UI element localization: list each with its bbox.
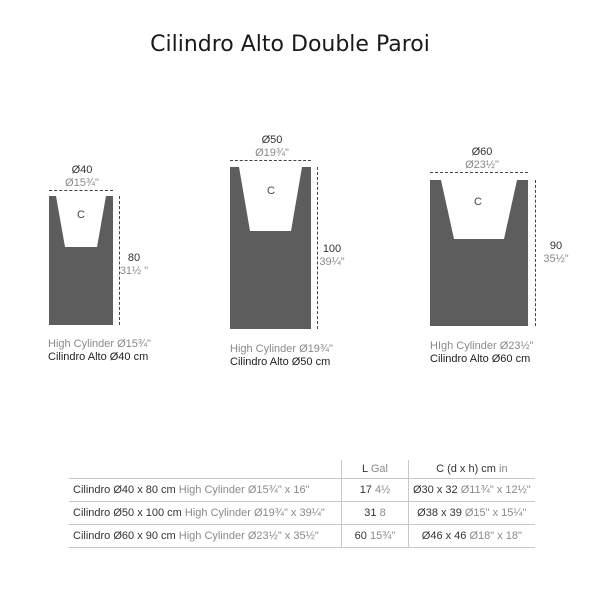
cavity-shape <box>239 167 302 231</box>
height-label: 90 35½" <box>543 240 569 265</box>
capacity-header: L Gal <box>342 460 409 479</box>
diameter-label: Ø50 Ø19¾" <box>255 134 289 159</box>
capacity-cell: 31 8 <box>342 502 409 525</box>
height-label: 80 31½ " <box>119 252 149 277</box>
diameter-dimension-line <box>230 160 311 161</box>
cavity-label: C <box>474 196 482 208</box>
page-title: Cilindro Alto Double Paroi <box>150 32 430 57</box>
cylinder-planter-shape <box>430 180 528 326</box>
diameter-dimension-line <box>49 190 113 191</box>
diameter-dimension-line <box>430 172 528 173</box>
cavity-size-cell: Ø38 x 39 Ø15" x 15¼" <box>409 502 535 525</box>
capacity-cell: 60 15¾" <box>342 525 409 548</box>
cylinder-planter-shape <box>49 196 113 325</box>
product-caption: High Cylinder Ø15¾" Cilindro Alto Ø40 cm <box>48 338 151 363</box>
table-row <box>69 502 535 525</box>
product-name-cell: Cilindro Ø60 x 90 cm High Cylinder Ø23½" x 35½" <box>69 525 342 548</box>
cavity-size-cell: Ø46 x 46 Ø18" x 18" <box>409 525 535 548</box>
cavity-shape <box>56 196 106 247</box>
capacity-cell: 17 4½ <box>342 479 409 502</box>
product-caption: High Cylinder Ø19¾" Cilindro Alto Ø50 cm <box>230 343 333 368</box>
table-row <box>69 479 535 502</box>
product-caption: HIgh Cylinder Ø23½" Cilindro Alto Ø60 cm <box>430 340 534 365</box>
cylinder-planter-shape <box>230 167 311 329</box>
cavity-size-cell: Ø30 x 32 Ø11¾" x 12½" <box>409 479 535 502</box>
cavity-label: C <box>267 185 275 197</box>
cavity-label: C <box>77 209 85 221</box>
cavity-shape <box>441 180 517 239</box>
product-name-cell: Cilindro Ø40 x 80 cm High Cylinder Ø15¾" x 16" <box>69 479 342 502</box>
table-header-row <box>69 460 535 479</box>
cavity-header: C (d x h) cm in <box>409 460 535 479</box>
diameter-label: Ø40 Ø15¾" <box>65 164 99 189</box>
spec-table <box>69 460 535 548</box>
diameter-label: Ø60 Ø23½" <box>465 146 499 171</box>
height-label: 100 39¼" <box>319 243 345 268</box>
product-name-cell: Cilindro Ø50 x 100 cm High Cylinder Ø19¾" x 39¼" <box>69 502 342 525</box>
table-row <box>69 525 535 548</box>
height-dimension-line <box>535 180 536 326</box>
